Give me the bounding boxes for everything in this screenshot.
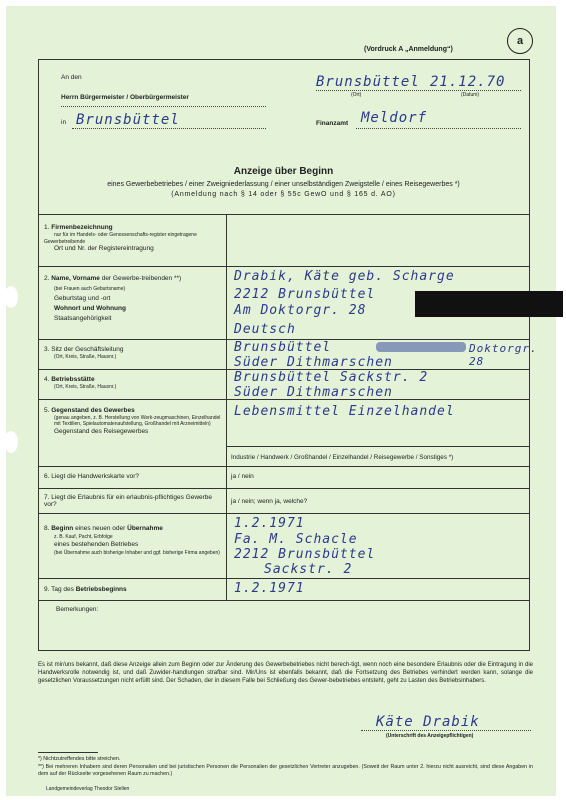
table-top-line — [38, 214, 529, 215]
row-number: 2. — [44, 275, 50, 282]
place-value: Brunsbüttel — [316, 74, 420, 90]
beginn-date-value: 1.2.1971 — [234, 516, 305, 531]
row-subtext: nur für im Handels- oder Genossenschafts-register eingetragene Gewerbetreibende — [44, 232, 197, 245]
sitz-district-value: Süder Dithmarschen — [234, 355, 393, 370]
row-title-bold: Übernahme — [127, 525, 163, 532]
row-divider — [38, 266, 529, 267]
row-title: Gegenstand des Gewerbes — [51, 407, 135, 414]
bemerkungen-label: Bemerkungen: — [56, 606, 99, 613]
row-title-bold: Betriebsbeginns — [75, 586, 127, 593]
row-divider — [38, 513, 529, 514]
strikethrough-scribble — [376, 342, 466, 352]
row-number: 3. — [44, 346, 50, 353]
address-value: Am Doktorgr. 28 — [234, 303, 367, 318]
row-beginn — [44, 525, 222, 557]
place-date-line — [316, 90, 521, 91]
in-value: Brunsbüttel — [76, 112, 180, 128]
signature-label: (Unterschrift des Anzeigepflichtigen) — [386, 733, 474, 739]
row-firmenbezeichnung — [44, 224, 219, 252]
footnote-1: *) Nichtzutreffendes bitte streichen. — [38, 756, 121, 762]
datum-label: (Datum) — [461, 92, 480, 98]
gegenstand-value: Lebensmittel Einzelhandel — [234, 404, 455, 419]
signature: Käte Drabik — [376, 714, 480, 730]
name-value: Drabik, Käte geb. Scharge — [234, 269, 455, 284]
betriebsbeginn-value: 1.2.1971 — [234, 581, 305, 596]
options-divider — [226, 446, 529, 447]
row-number: 7. — [44, 494, 50, 501]
row-line: Geburtstag und -ort — [54, 295, 111, 302]
row-handwerkskarte — [44, 473, 139, 480]
form-page — [6, 6, 556, 796]
row-subtext: z. B. Kauf, Pacht, Erbfolge — [54, 534, 113, 540]
row-betriebsbeginn — [44, 586, 127, 593]
row-gegenstand — [44, 407, 222, 436]
punch-hole-top — [4, 286, 18, 308]
sitz-value: Brunsbüttel — [234, 340, 332, 355]
finanzamt-line — [356, 128, 521, 129]
row-title: Firmenbezeichnung — [51, 224, 113, 231]
herrn-label: Herrn Bürgermeister / Oberbürgermeister — [61, 94, 189, 101]
redaction-box — [415, 291, 563, 317]
form-subtitle: eines Gewerbebetriebes / einer Zweigniederlassung / einer unselbständigen Zweigstelle / eines Reisegewerbes *) — [107, 181, 460, 188]
form-title: Anzeige über Beginn — [233, 166, 334, 177]
column-divider — [226, 214, 227, 600]
row-number: 1. — [44, 224, 50, 231]
row-title-mid: eines neuen oder — [75, 525, 126, 532]
row-number: 8. — [44, 525, 50, 532]
legal-statement: Es ist mir/uns bekannt, daß diese Anzeige allein zum Beginn oder zur Änderung des Gewerbebetriebes nicht berech-tigt, wenn noch eine besondere Erlaubnis oder die Eintragung in die Handwerksrolle notwendig ist, und daß Zuwider-handlungen strafbar sind. Mir/Uns ist ebenfalls bekannt, daß die Fortsetzung des Betriebes verhindert werden kann, solange die gesetzlichen Voraussetzungen nicht erfüllt sind. Der Schaden, der in diesem Falle bei Schließung des Gewer-bebetriebes entsteht, geht zu Lasten des Betriebsinhabers. — [38, 662, 533, 684]
row-title: Sitz der Geschäftsleitung — [51, 346, 124, 353]
row-title: Tag des — [51, 586, 74, 593]
footnote-rule — [38, 752, 98, 753]
sitz-street-value: Doktorgr. 28 — [469, 342, 538, 368]
betriebsstaette-value: Brunsbüttel Sackstr. 2 — [234, 370, 429, 385]
footnote-2: **) Bei mehreren Inhabern sind deren Personalien und bei juristischen Personen die Personalien der gesetzlichen Vertreter anzugeben. (Soweit der Raum unter 2. hierzu nicht ausreicht, sind diese Angaben in dem auf der Rückseite vorgesehenen Raum zu machen.) — [38, 764, 533, 777]
row-title: Liegt die Handwerkskarte vor? — [51, 473, 140, 480]
row-tail: Gegenstand des Reisegewerbes — [54, 428, 149, 435]
row-divider — [38, 466, 529, 467]
punch-hole-bottom — [4, 431, 18, 453]
previous-owner-street-value: Sackstr. 2 — [264, 562, 353, 577]
row-line: eines bestehenden Betriebes — [54, 541, 139, 548]
nationality-value: Deutsch — [234, 322, 296, 337]
finanzamt-label: Finanzamt — [316, 120, 349, 127]
row-tail: Ort und Nr. der Registereintragung — [54, 245, 154, 252]
printer-imprint: Landgemeindeverlag Theodor Stellen — [46, 786, 130, 792]
row-name — [44, 274, 219, 324]
row-line: Staatsangehörigkeit — [54, 315, 112, 322]
previous-owner-city-value: 2212 Brunsbüttel — [234, 547, 376, 562]
row-subtext: (bei Übernahme auch bisherige Inhaber und ggf. bisherige Firma angeben) — [54, 550, 220, 556]
ort-label: (Ort) — [351, 92, 362, 98]
row-divider — [38, 488, 529, 489]
erlaubnis-answer: ja / nein; wenn ja, welche? — [231, 498, 308, 505]
form-badge: a — [507, 28, 533, 54]
row-title: Betriebsstätte — [51, 376, 95, 383]
row-number: 5. — [44, 407, 50, 414]
row-line: Wohnort und Wohnung — [54, 305, 126, 312]
row-betriebsstaette — [44, 376, 219, 390]
form-type-label: (Vordruck A „Anmeldung“) — [364, 46, 453, 53]
in-line — [72, 128, 266, 129]
date-value: 21.12.70 — [430, 74, 506, 90]
form-legal-basis: (Anmeldung nach § 14 oder § 55c GewO und § 165 d. AO) — [171, 191, 396, 198]
birth-value: 2212 Brunsbüttel — [234, 287, 376, 302]
row-divider — [38, 578, 529, 579]
row-subtext: (bei Frauen auch Geburtsname) — [54, 286, 126, 292]
row-number: 6. — [44, 473, 50, 480]
signature-line — [361, 730, 531, 731]
row-number: 4. — [44, 376, 50, 383]
finanzamt-value: Meldorf — [361, 110, 428, 126]
row-sitz — [44, 346, 219, 360]
betriebsstaette-district-value: Süder Dithmarschen — [234, 385, 393, 400]
row-number: 9. — [44, 586, 50, 593]
row-title: Beginn — [51, 525, 74, 532]
an-den-label: An den — [61, 74, 82, 81]
in-label: in — [61, 119, 67, 126]
row-divider — [38, 600, 529, 601]
row-subtext: (Ort, Kreis, Straße, Hausnr.) — [54, 384, 117, 390]
business-type-options: Industrie / Handwerk / Großhandel / Einzelhandel / Reisegewerbe / Sonstiges *) — [231, 454, 454, 461]
row-subtext: (Ort, Kreis, Straße, Hausnr.) — [54, 354, 117, 360]
row-subtext: (genau angeben, z. B. Herstellung von Werk-zeugmaschinen, Einzelhandel mit Textilien, Spielautomatenaufstellung, Großhandel mit Arzneimitteln) — [54, 415, 221, 427]
previous-owner-value: Fa. M. Schacle — [234, 532, 358, 547]
handwerkskarte-answer: ja / nein — [231, 473, 254, 480]
row-title: Name, Vorname — [51, 275, 100, 282]
row-erlaubnis — [44, 494, 222, 508]
addressee-line — [61, 106, 266, 107]
row-title-tail: der Gewerbe-treibenden **) — [101, 275, 182, 282]
row-title: Liegt die Erlaubnis für ein erlaubnis-pflichtiges Gewerbe vor? — [44, 494, 213, 508]
